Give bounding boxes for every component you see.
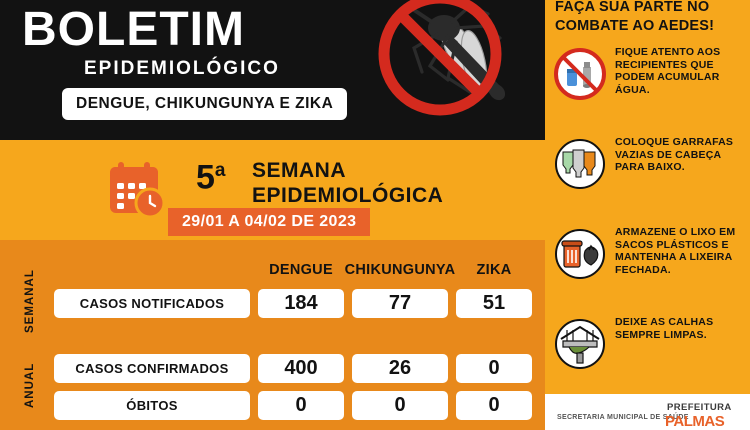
table-row-label: CASOS NOTIFICADOS	[54, 289, 250, 318]
no-mosquito-icon	[352, 0, 517, 142]
page-subtitle: EPIDEMIOLÓGICO	[84, 58, 280, 79]
week-label-semana: SEMANA	[252, 159, 347, 182]
table-cell-value: 51	[456, 289, 532, 318]
column-header-zika: ZIKA	[476, 262, 512, 278]
table-row-label: CASOS CONFIRMADOS	[54, 354, 250, 383]
table-cell-value: 77	[352, 289, 448, 318]
table-row-label: ÓBITOS	[54, 391, 250, 420]
clean-gutters-icon	[553, 317, 607, 371]
week-number: 5$^a$	[196, 158, 226, 197]
week-label-epidemiologica: EPIDEMIOLÓGICA	[252, 184, 444, 207]
tip-text: DEIXE AS CALHAS SEMPRE LIMPAS.	[615, 316, 714, 341]
prevention-tips-panel	[545, 0, 750, 430]
secretary-label: SECRETARIA MUNICIPAL DE SAÚDE	[557, 414, 689, 421]
table-cell-value: 0	[352, 391, 448, 420]
trash-bags-icon	[553, 227, 607, 281]
row-group-label-annual: ANUAL	[24, 362, 36, 408]
epidemiological-week-block	[0, 140, 545, 240]
tips-panel-title: FAÇA SUA PARTE NO COMBATE AO AEDES!	[555, 0, 715, 34]
no-containers-icon	[553, 47, 607, 101]
row-group-label-weekly: SEMANAL	[24, 269, 36, 333]
tip-item	[553, 317, 750, 391]
column-header-chikungunya: CHIKUNGUNYA	[344, 262, 456, 278]
diseases-pill: DENGUE, CHIKUNGUNYA E ZIKA	[62, 88, 347, 120]
tip-item	[553, 227, 750, 301]
tip-text: ARMAZENE O LIXO EM SACOS PLÁSTICOS E MANTENHA A LIXEIRA FECHADA.	[615, 226, 736, 276]
tip-text: FIQUE ATENTO AOS RECIPIENTES QUE PODEM ACUMULAR ÁGUA.	[615, 46, 721, 96]
table-cell-value: 184	[258, 289, 344, 318]
table-cell-value: 0	[456, 354, 532, 383]
table-cell-value: 0	[456, 391, 532, 420]
column-header-dengue: DENGUE	[269, 262, 333, 278]
table-cell-value: 400	[258, 354, 344, 383]
cases-table	[0, 240, 545, 430]
footer-logo-strip	[545, 394, 750, 430]
city-label: PALMAS	[665, 413, 725, 430]
tip-item	[553, 137, 750, 211]
calendar-clock-icon	[108, 161, 168, 219]
page-title: BOLETIM	[22, 3, 245, 56]
prefecture-label: PREFEITURA	[667, 402, 732, 413]
tip-item	[553, 47, 750, 121]
table-cell-value: 0	[258, 391, 344, 420]
table-cell-value: 26	[352, 354, 448, 383]
tip-text: COLOQUE GARRAFAS VAZIAS DE CABEÇA PARA BAIXO.	[615, 136, 734, 173]
date-range-badge: 29/01 A 04/02 DE 2023	[168, 208, 370, 236]
bottles-upside-down-icon	[553, 137, 607, 191]
